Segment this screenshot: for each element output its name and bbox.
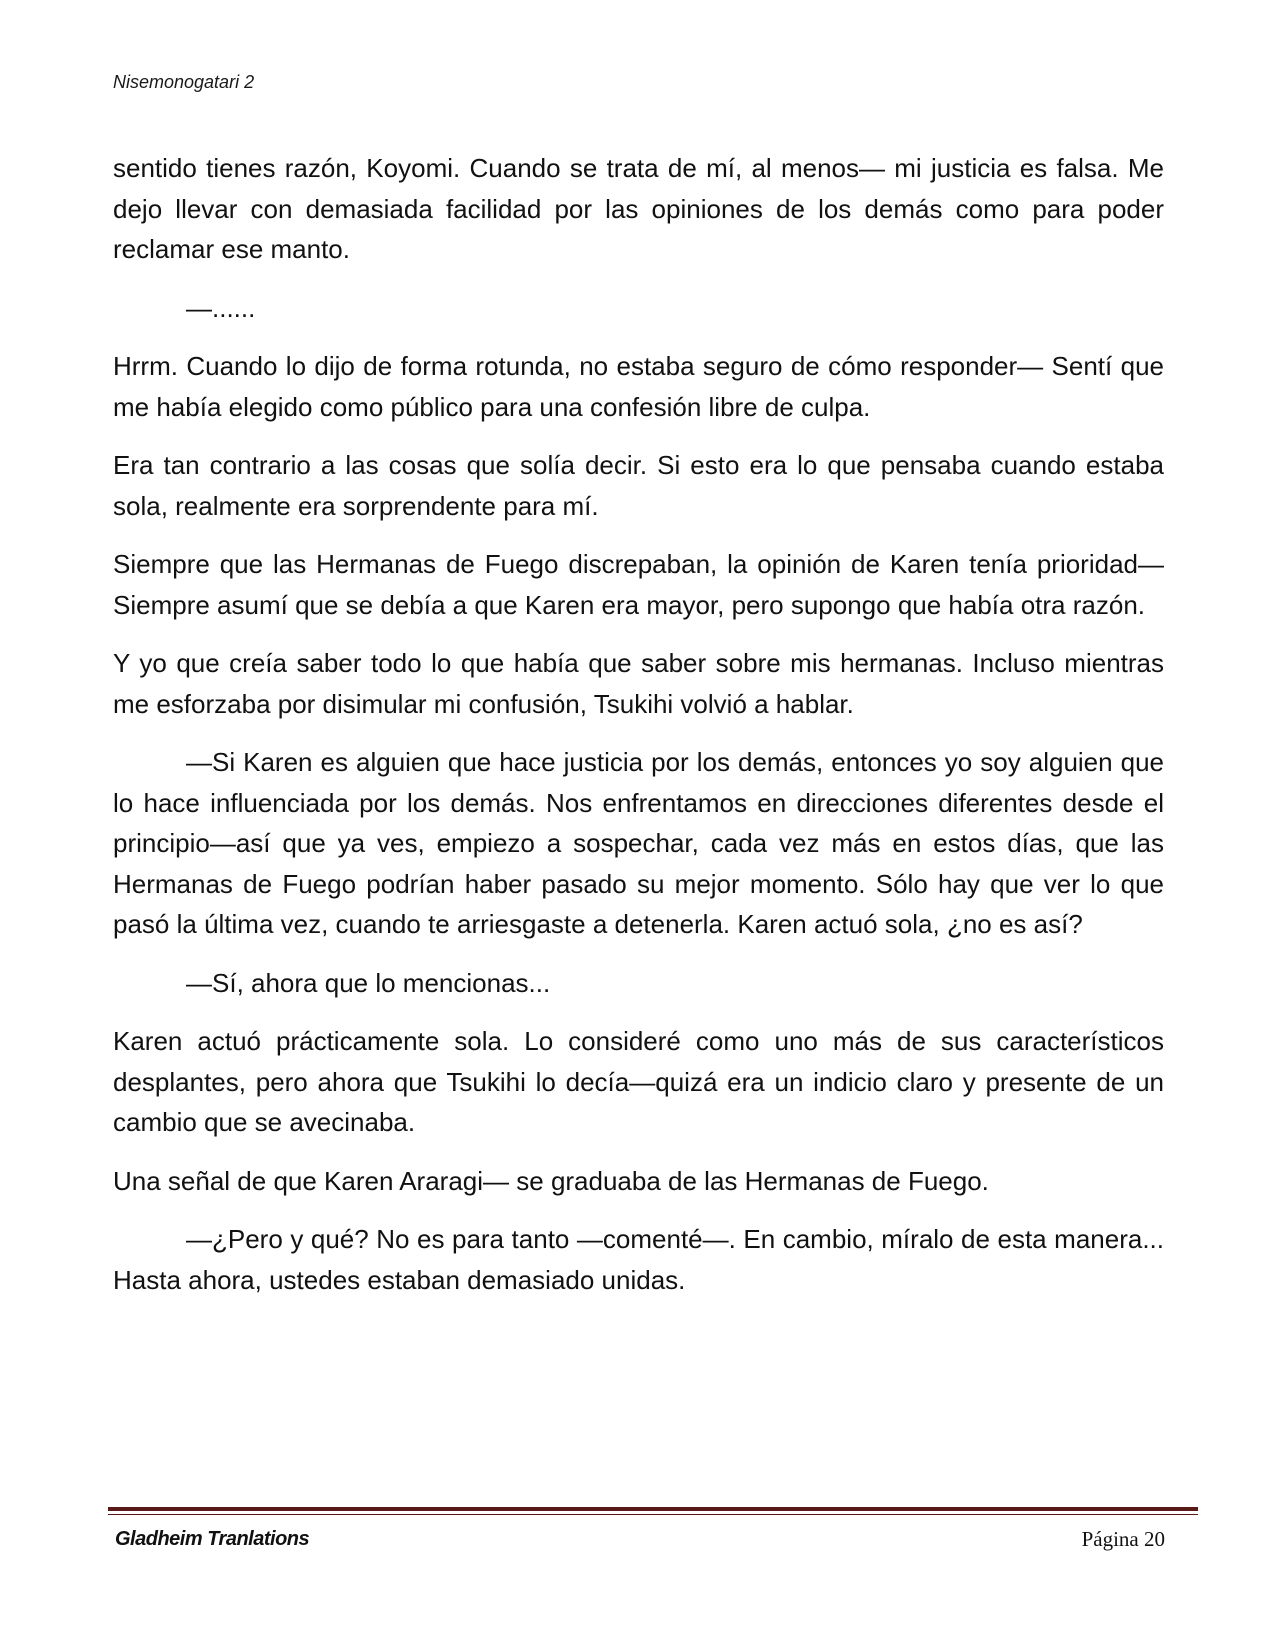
paragraph: —Sí, ahora que lo mencionas... (186, 967, 551, 998)
footer-publisher: Gladheim Tranlations (115, 1528, 310, 1550)
running-header: Nisemonogatari 2 (113, 72, 255, 92)
paragraph: Siempre que las Hermanas de Fuego discrepaban, la opinión de Karen tenía prioridad— Siempre asumí que se debía a que Karen era mayor, pero supongo que había otra razón. (113, 549, 1164, 620)
paragraph: sentido tienes razón, Koyomi. Cuando se trata de mí, al menos— mi justicia es falsa. Me dejo llevar con demasiada facilidad por las opiniones de los demás como para poder reclamar ese manto. (113, 153, 1164, 264)
paragraph: —Si Karen es alguien que hace justicia por los demás, entonces yo soy alguien que lo hace influenciada por los demás. Nos enfrentamos en direcciones diferentes desde el principio—así que ya ves, empiezo a sospechar, cada vez más en estos días, que las Hermanas de Fuego podrían haber pasado su mejor momento. Sólo hay que ver lo que pasó la última vez, cuando te arriesgaste a detenerla. Karen actuó sola, ¿no es así? (113, 747, 1164, 939)
page-body (113, 148, 1164, 1318)
paragraph: Era tan contrario a las cosas que solía decir. Si esto era lo que pensaba cuando estaba sola, realmente era sorprendente para mí. (113, 450, 1164, 521)
paragraph: —...... (186, 292, 256, 323)
paragraph: —¿Pero y qué? No es para tanto —comenté—. En cambio, míralo de esta manera... Hasta ahora, ustedes estaban demasiado unidas. (113, 1224, 1164, 1295)
footer-divider-thick (108, 1507, 1198, 1511)
paragraph: Hrrm. Cuando lo dijo de forma rotunda, no estaba seguro de cómo responder— Sentí que me había elegido como público para una confesión libre de culpa. (113, 351, 1164, 422)
page-number: Página 20 (1081, 1527, 1165, 1551)
paragraph: Una señal de que Karen Araragi— se graduaba de las Hermanas de Fuego. (113, 1165, 989, 1196)
footer-divider (108, 1507, 1198, 1519)
footer-divider-thin (108, 1514, 1198, 1515)
paragraph: Y yo que creía saber todo lo que había que saber sobre mis hermanas. Incluso mientras me esforzaba por disimular mi confusión, Tsukihi volvió a hablar. (113, 648, 1164, 719)
paragraph: Karen actuó prácticamente sola. Lo consideré como uno más de sus característicos desplantes, pero ahora que Tsukihi lo decía—quizá era un indicio claro y presente de un cambio que se avecinaba. (113, 1026, 1164, 1137)
